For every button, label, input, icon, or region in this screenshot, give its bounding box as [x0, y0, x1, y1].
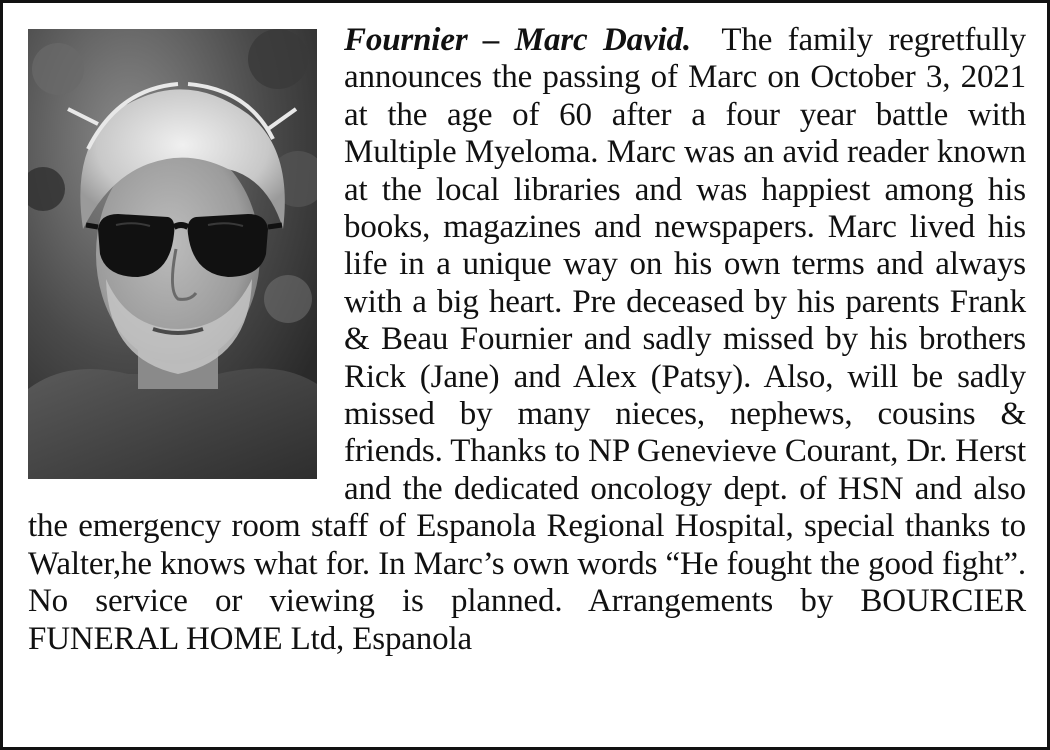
- obituary-body: The family regretfully announces the passing of Marc on October 3, 2021 at the age of 60 after a four year battle with Multiple Myeloma. Marc was an avid reader known at the local libraries and was happiest among his books, magazines and newspapers. Marc lived his life in a unique way on his own terms and always with a big heart. Pre deceased by his parents Frank & Beau Fournier and sadly missed by his brothers Rick (Jane) and Alex (Patsy). Also, will be sadly missed by many nieces, nephews, cousins & friends. Thanks to NP Genevieve Courant, Dr. Herst and the dedicated oncology dept. of HSN and also the emergency room staff of Espanola Regional Hospital, special thanks to Walter,he knows what for. In Marc’s own words “He fought the good fight”. No service or viewing is planned. Arrangements by BOURCIER FUNERAL HOME Ltd, Espanola: [28, 22, 1026, 657]
- deceased-name-heading: Fournier – Marc David.: [344, 22, 691, 58]
- obituary-text: [28, 22, 1026, 658]
- photo-wrap-spacer: [28, 22, 344, 506]
